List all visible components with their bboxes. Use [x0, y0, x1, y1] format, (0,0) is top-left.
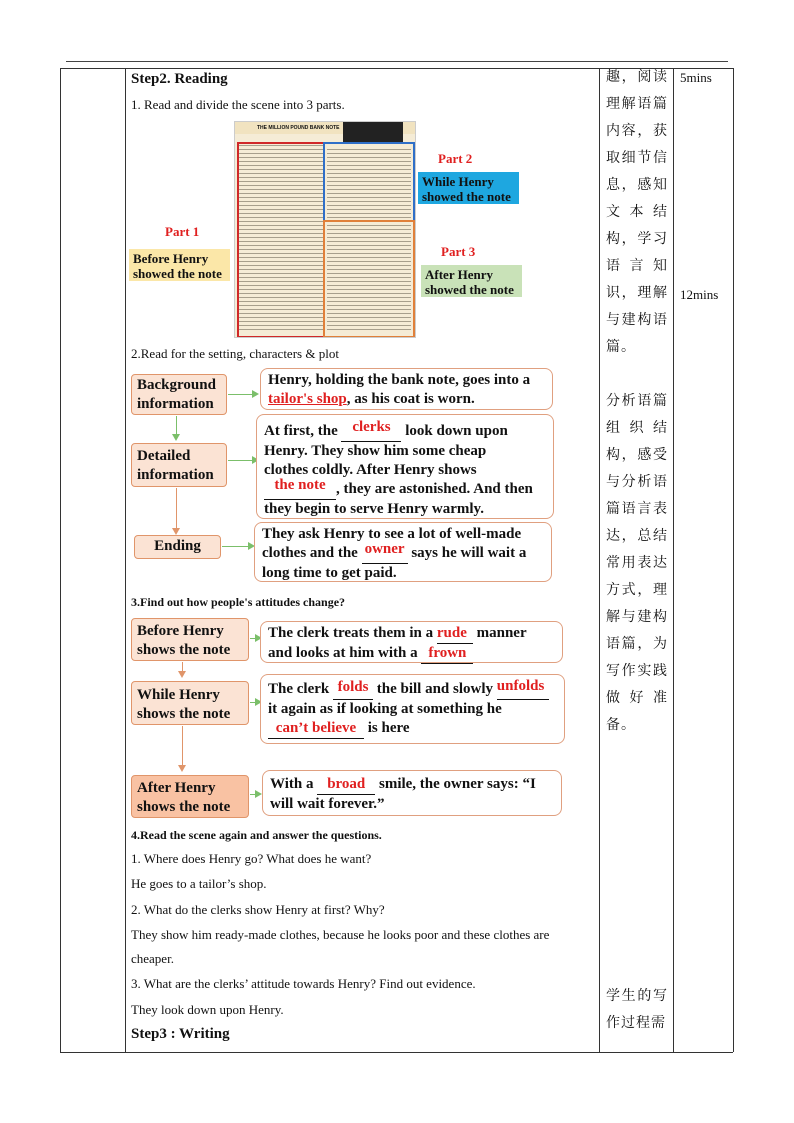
background-label-line2: information [137, 396, 214, 412]
ending-answer: owner [364, 541, 405, 557]
ending-label: Ending [134, 535, 221, 559]
time-12mins: 12mins [680, 287, 719, 302]
ending-line3: long time to get paid. [262, 565, 397, 581]
cn-goal-2: 分析语篇组织结构，感受与分析语篇语言表达，总结常用表达方式，理解与建构语篇，为写作实践做好准备。 [606, 393, 668, 733]
after-text [262, 770, 562, 816]
after-label [131, 775, 249, 818]
step3-title: Step3 : Writing [131, 1026, 230, 1042]
after-answer: broad [327, 776, 366, 792]
detail-text [256, 414, 554, 519]
time-5mins: 5mins [680, 70, 712, 85]
after-line2: will wait forever.” [270, 796, 385, 812]
detail-line4-text: , they are astonished. And then [336, 481, 533, 497]
ending-text [254, 522, 552, 582]
before-answer-1: rude [436, 625, 467, 641]
before-label-line1: Before Henry [137, 623, 224, 639]
arrow-ending [222, 546, 249, 547]
part2-box [418, 172, 519, 204]
part1-label: Part 1 [165, 224, 200, 239]
ending-line2-text: clothes and the [262, 545, 362, 561]
detail-line1-end: look down upon [401, 423, 508, 439]
while-answer-2: unfolds [496, 678, 545, 694]
detail-label-line1: Detailed [137, 448, 191, 464]
background-text [260, 368, 553, 410]
part3-box [421, 265, 522, 297]
after-line1-end: smile, the owner says: “I [375, 776, 536, 792]
while-line3-text: is here [364, 720, 410, 736]
after-line1-text: With a [270, 776, 318, 792]
ending-line2 [262, 541, 544, 564]
before-text [260, 621, 563, 663]
detail-answer-1: clerks [352, 419, 391, 435]
detail-line4 [264, 477, 546, 500]
arrowhead-after [255, 790, 262, 798]
part1-box-line2: showed the note [133, 266, 222, 281]
detail-line1-text: At first, the [264, 423, 342, 439]
part2-label: Part 2 [438, 151, 473, 166]
cn-goal-1: 趣，阅读理解语篇内容，获取细节信息，感知文本结构，学习语言知识，理解与建构语篇。 [606, 69, 668, 355]
cn-goal-3: 学生的写作过程需 [606, 988, 668, 1031]
qa-line-5: cheaper. [131, 951, 174, 966]
while-line1-mid: the bill and slowly [373, 681, 497, 697]
table-bottom-border [60, 1052, 733, 1053]
part2-box-line1: While Henry [422, 174, 494, 189]
before-line2-text: and looks at him with a [268, 645, 422, 661]
while-line2: it again as if looking at something he [268, 701, 502, 717]
background-answer: tailor's shop [268, 391, 347, 407]
part1-box-line1: Before Henry [133, 251, 209, 266]
detail-label [131, 443, 227, 487]
before-label-line2: shows the note [137, 642, 231, 658]
while-text [260, 674, 565, 744]
table-col-line-1 [125, 68, 126, 1052]
before-line2 [268, 644, 555, 664]
while-line1 [268, 680, 557, 700]
background-line1: Henry, holding the bank note, goes into a [268, 372, 531, 388]
qa-line-3: 2. What do the clerks show Henry at first? Why? [131, 902, 385, 917]
background-label-line1: Background [137, 377, 216, 393]
table-col-line-4 [733, 68, 734, 1052]
while-line1-text: The clerk [268, 681, 333, 697]
after-label-line1: After Henry [137, 780, 216, 796]
qa-line-6: 3. What are the clerks’ attitude towards Henry? Find out evidence. [131, 976, 476, 991]
thumbnail-heading: THE MILLION POUND BANK NOTE [257, 125, 340, 131]
detail-line5: they begin to serve Henry warmly. [264, 501, 484, 517]
arrowhead-while-to-after [178, 765, 186, 772]
after-line1 [270, 775, 554, 795]
while-label-line2: shows the note [137, 706, 231, 722]
arrow-background [228, 394, 253, 395]
header-rule [66, 61, 728, 62]
after-label-line2: shows the note [137, 799, 231, 815]
table-col-line-0 [60, 68, 61, 1052]
part3-box-line1: After Henry [425, 267, 493, 282]
ending-line1: They ask Henry to see a lot of well-made [262, 526, 522, 542]
arrow-detail-to-ending [176, 488, 177, 530]
while-answer-3: can’t believe [275, 720, 357, 736]
arrowhead-background [252, 390, 259, 398]
while-label-line1: While Henry [137, 687, 220, 703]
qa-line-4: They show him ready-made clothes, because he looks poor and these clothes are [131, 927, 550, 942]
detail-line3: clothes coldly. After Henry shows [264, 462, 477, 478]
arrowhead-before-to-while [178, 671, 186, 678]
task4-instruction: 4.Read the scene again and answer the questions. [131, 828, 382, 842]
background-line2 [268, 390, 545, 409]
task3-instruction: 3.Find out how people's attitudes change? [131, 595, 346, 609]
arrow-while-to-after [182, 726, 183, 766]
task1-instruction: 1. Read and divide the scene into 3 parts. [131, 97, 345, 112]
while-line3 [268, 719, 557, 739]
before-line1-text: The clerk treats them in a [268, 625, 437, 641]
table-col-line-3 [673, 68, 674, 1052]
detail-label-line2: information [137, 467, 214, 483]
before-line1-end: manner [472, 625, 527, 641]
while-label [131, 681, 249, 725]
qa-line-7: They look down upon Henry. [131, 1002, 284, 1017]
arrow-detail [228, 460, 253, 461]
step2-title: Step2. Reading [131, 71, 228, 87]
background-label [131, 374, 227, 415]
arrowhead-detail-to-ending [172, 528, 180, 535]
script-page-thumbnail [234, 121, 416, 338]
part1-box [129, 249, 230, 281]
detail-answer-2: the note [274, 477, 326, 493]
part3-box-line2: showed the note [425, 282, 514, 297]
detail-line2: Henry. They show him some cheap [264, 443, 487, 459]
table-col-line-2 [599, 68, 600, 1052]
before-line1 [268, 624, 555, 644]
part2-box-line2: showed the note [422, 189, 511, 204]
qa-line-1: 1. Where does Henry go? What does he want? [131, 851, 372, 866]
before-answer-2: frown [428, 645, 467, 661]
part3-label: Part 3 [441, 244, 476, 259]
task2-instruction: 2.Read for the setting, characters & plot [131, 346, 339, 361]
before-label [131, 618, 249, 661]
while-answer-1: folds [337, 679, 369, 695]
qa-line-2: He goes to a tailor’s shop. [131, 876, 267, 891]
background-line2-text: , as his coat is worn. [346, 391, 475, 407]
detail-line1 [264, 419, 546, 442]
ending-line2-end: says he will wait a [407, 545, 527, 561]
arrowhead-bg-to-detail [172, 434, 180, 441]
arrow-bg-to-detail-v [176, 416, 177, 436]
